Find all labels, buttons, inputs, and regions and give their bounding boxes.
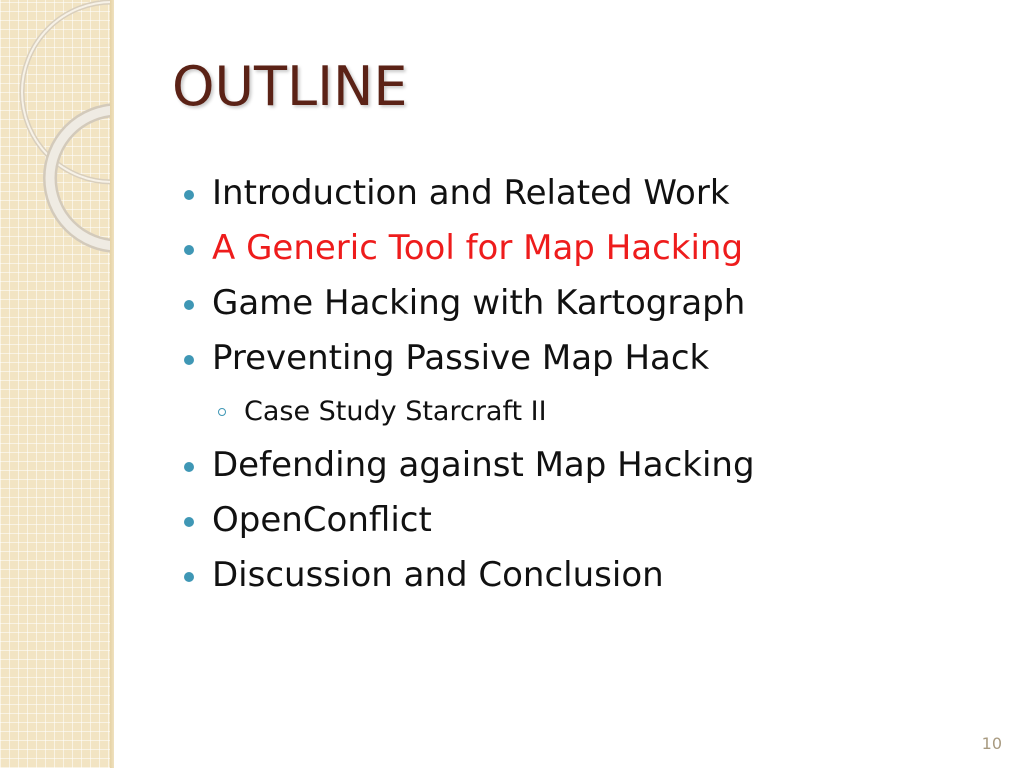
bullet-text: Game Hacking with Kartograph bbox=[212, 283, 746, 323]
bullet-item bbox=[184, 331, 984, 386]
hollow-circle-bullet-icon bbox=[218, 408, 226, 416]
decorative-rings bbox=[0, 0, 114, 768]
sub-bullet-text: Case Study Starcraft II bbox=[244, 396, 547, 427]
bullet-dot-icon bbox=[184, 355, 194, 365]
decorative-side-panel bbox=[0, 0, 114, 768]
bullet-dot-icon bbox=[184, 517, 194, 527]
bullet-dot-icon bbox=[184, 462, 194, 472]
bullet-dot-icon bbox=[184, 245, 194, 255]
side-panel-edge bbox=[110, 0, 114, 768]
slide-title: OUTLINE bbox=[172, 55, 408, 118]
sub-bullet-item bbox=[184, 386, 984, 438]
bullet-text: Discussion and Conclusion bbox=[212, 555, 664, 595]
bullet-text: A Generic Tool for Map Hacking bbox=[212, 228, 744, 268]
bullet-text: Defending against Map Hacking bbox=[212, 445, 755, 485]
bullet-text: Introduction and Related Work bbox=[212, 173, 730, 213]
bullet-dot-icon bbox=[184, 572, 194, 582]
bullet-text: OpenConflict bbox=[212, 500, 432, 540]
bullet-item bbox=[184, 166, 984, 221]
bullet-dot-icon bbox=[184, 190, 194, 200]
bullet-item-highlighted bbox=[184, 221, 984, 276]
bullet-item bbox=[184, 276, 984, 331]
bullet-item bbox=[184, 438, 984, 493]
page-number: 10 bbox=[981, 734, 1002, 753]
bullet-text: Preventing Passive Map Hack bbox=[212, 338, 710, 378]
bullet-dot-icon bbox=[184, 300, 194, 310]
bullet-list bbox=[184, 166, 984, 603]
bullet-item bbox=[184, 548, 984, 603]
bullet-item bbox=[184, 493, 984, 548]
